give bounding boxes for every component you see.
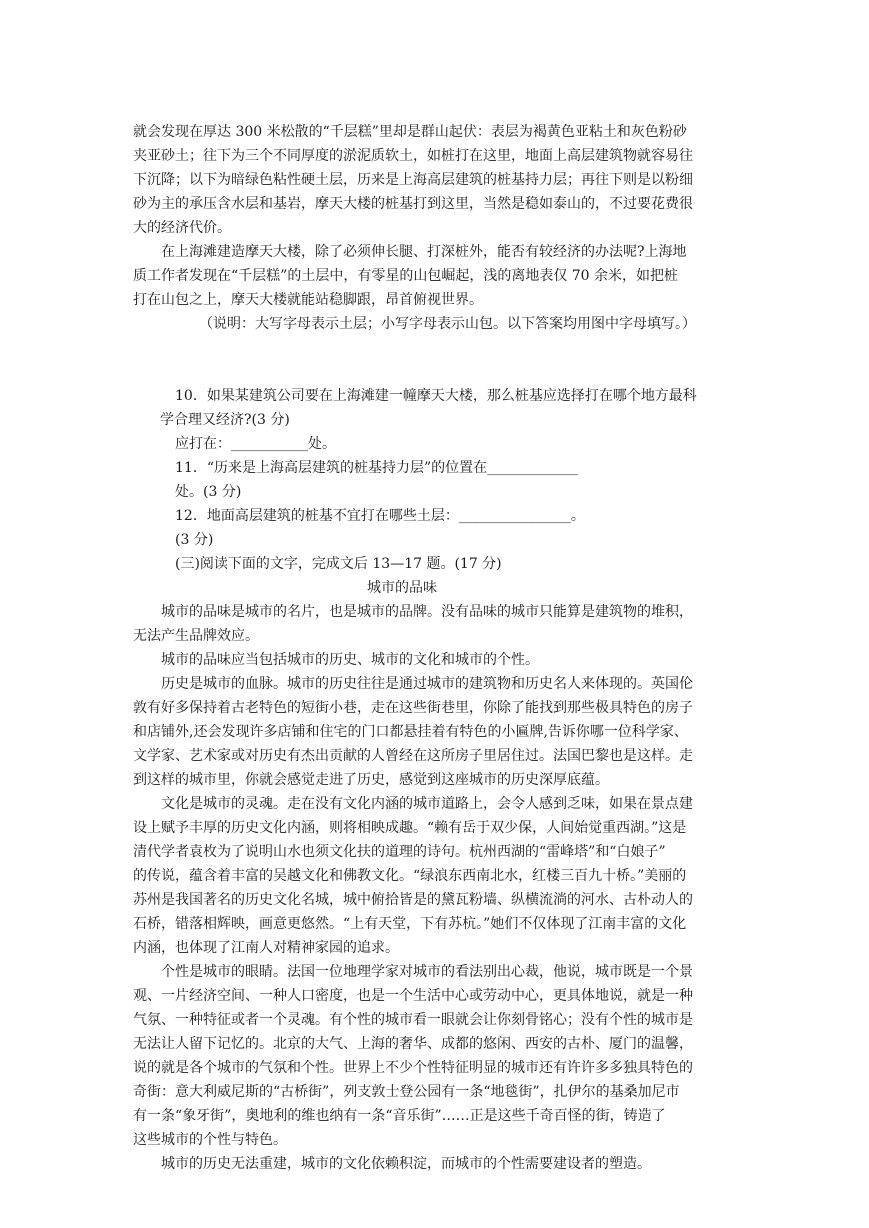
- question-10: 10．如果某建筑公司要在上海滩建一幢摩天大楼，那么桩基应选择打在哪个地方最科: [175, 388, 697, 404]
- intro-line-2: 夹亚砂土；往下为三个不同厚度的淤泥质软土，如桩打在这里，地面上高层建筑物就容易往: [133, 148, 693, 164]
- article-line-11: 清代学者袁枚为了说明山水也须文化扶的道理的诗句。杭州西湖的“雷峰塔”和“白娘子”: [133, 844, 666, 860]
- intro-line-8: 打在山包之上，摩天大楼就能站稳脚跟，昂首俯视世界。: [133, 292, 483, 308]
- intro-line-5: 大的经济代价。: [133, 220, 231, 236]
- article-line-8: 到这样的城市里，你就会感觉走进了历史，感觉到这座城市的历史深厚底蕴。: [133, 772, 609, 788]
- article-line-21: 奇街：意大利威尼斯的“古桥街”，列支敦士登公园有一条“地毯街”，扎伊尔的基桑加尼市: [133, 1084, 680, 1100]
- intro-line-4: 砂为主的承压含水层和基岩，摩天大楼的桩基打到这里，当然是稳如泰山的，不过要花费很: [133, 196, 693, 212]
- question-12: 12．地面高层建筑的桩基不宜打在哪些土层：________________。: [175, 508, 585, 524]
- article-line-13: 苏州是我国著名的历史文化名城，城中俯拾皆是的黛瓦粉墙、纵横流淌的河水、古朴动人的: [133, 892, 693, 908]
- question-10-cont: 学合理又经济?(3 分): [160, 412, 290, 428]
- article-line-5: 敦有好多保持着古老特色的短街小巷，走在这些街巷里，你除了能找到那些极具特色的房子: [133, 700, 693, 716]
- question-12-cont: (3 分): [175, 532, 214, 548]
- intro-line-6: 在上海滩建造摩天大楼，除了必须伸长腿、打深桩外，能否有较经济的办法呢?上海地: [161, 244, 687, 260]
- article-line-6: 和店铺外,还会发现许多店铺和住宅的门口都悬挂着有特色的小匾牌,告诉你哪一位科学家、: [133, 724, 688, 740]
- article-line-10: 设上赋予丰厚的历史文化内涵，则将相映成趣。“赖有岳于双少保，人间始觉重西湖。”这是: [133, 820, 687, 836]
- article-line-20: 说的就是各个城市的气氛和个性。世界上不少个性特征明显的城市还有许许多多独具特色的: [133, 1060, 693, 1076]
- article-line-24: 城市的历史无法重建，城市的文化依赖积淀，而城市的个性需要建设者的塑造。: [161, 1156, 651, 1172]
- intro-line-3: 下沉降；以下为暗绿色粘性硬土层，历来是上海高层建筑的桩基持力层；再往下则是以粉细: [133, 172, 693, 188]
- article-line-3: 城市的品味应当包括城市的历史、城市的文化和城市的个性。: [161, 652, 539, 668]
- article-line-4: 历史是城市的血脉。城市的历史往往是通过城市的建筑物和历史名人来体现的。英国伦: [161, 676, 693, 692]
- article-line-17: 观、一片经济空间、一种人口密度，也是一个生活中心或劳动中心，更具体地说，就是一种: [133, 988, 693, 1004]
- article-line-19: 无法让人留下记忆的。北京的大气、上海的奢华、成都的悠闲、西安的古朴、厦门的温馨，: [133, 1036, 693, 1052]
- question-11: 11．“历来是上海高层建筑的桩基持力层”的位置在_____________: [175, 460, 579, 476]
- article-line-15: 内涵，也体现了江南人对精神家园的追求。: [133, 940, 399, 956]
- article-line-16: 个性是城市的眼睛。法国一位地理学家对城市的看法别出心裁，他说，城市既是一个景: [161, 964, 693, 980]
- section-three-heading: (三)阅读下面的文字，完成文后 13—17 题。(17 分): [175, 556, 502, 572]
- intro-line-7: 质工作者发现在“千层糕”的土层中，有零星的山包崛起，浅的离地表仅 70 余米，如把桩: [133, 268, 679, 284]
- article-line-18: 气氛、一种特征或者一个灵魂。有个性的城市看一眼就会让你刻骨铭心；没有个性的城市是: [133, 1012, 693, 1028]
- article-line-7: 文学家、艺术家或对历史有杰出贡献的人曾经在这所房子里居住过。法国巴黎也是这样。走: [133, 748, 693, 764]
- article-line-12: 的传说，蕴含着丰富的吴越文化和佛教文化。“绿浪东西南北水，红楼三百九十桥。”美丽的: [133, 868, 687, 884]
- intro-note: （说明：大写字母表示土层；小写字母表示山包。以下答案均用图中字母填写。）: [199, 316, 696, 332]
- intro-line-1: 就会发现在厚达 300 米松散的“千层糕”里却是群山起伏：表层为褐黄色亚粘土和灰色粉砂: [133, 124, 687, 140]
- article-line-14: 石桥，错落相辉映，画意更悠然。“上有天堂，下有苏杭。”她们不仅体现了江南丰富的文化: [133, 916, 687, 932]
- article-line-2: 无法产生品牌效应。: [133, 628, 259, 644]
- article-line-23: 这些城市的个性与特色。: [133, 1132, 287, 1148]
- article-title: 城市的品味: [367, 580, 437, 596]
- article-line-1: 城市的品味是城市的名片，也是城市的品牌。没有品味的城市只能算是建筑物的堆积，: [161, 604, 693, 620]
- question-11-cont: 处。(3 分): [175, 484, 242, 500]
- article-line-22: 有一条“象牙街”，奥地利的维也纳有一条“音乐街”……正是这些千奇百怪的街，铸造了: [133, 1108, 666, 1124]
- question-10-answer: 应打在：___________处。: [175, 436, 336, 452]
- article-line-9: 文化是城市的灵魂。走在没有文化内涵的城市道路上，会令人感到乏味，如果在景点建: [161, 796, 693, 812]
